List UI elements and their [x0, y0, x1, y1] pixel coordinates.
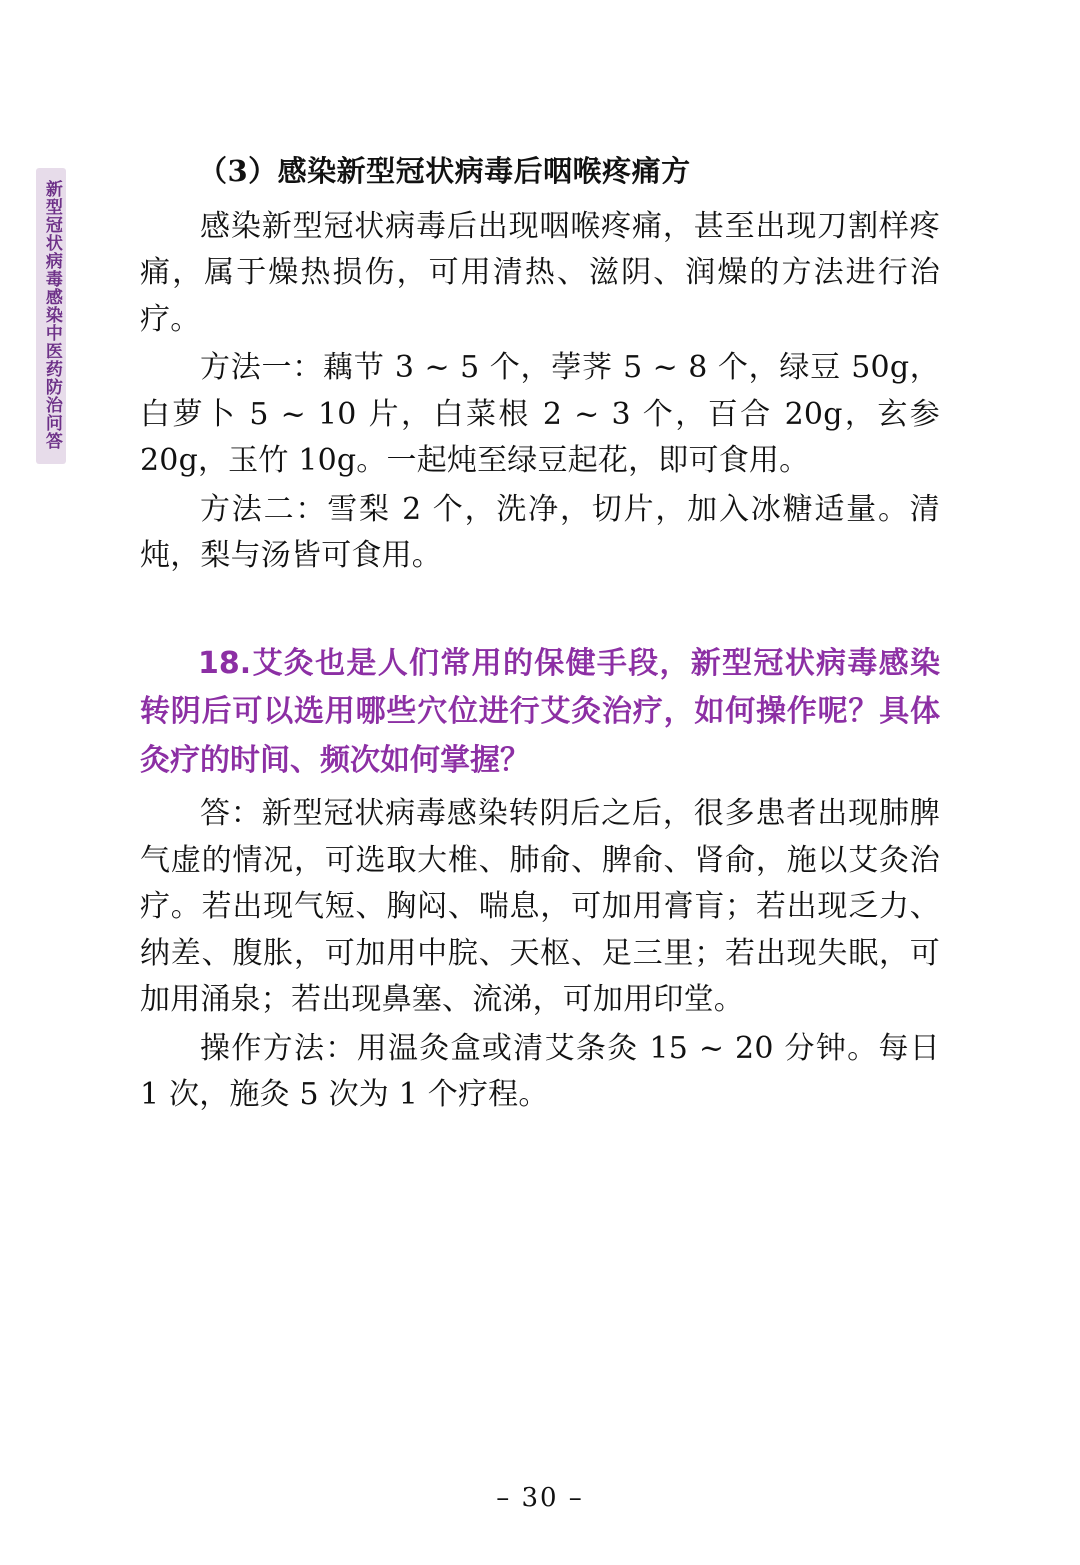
section-heading: （3）感染新型冠状病毒后咽喉疼痛方	[198, 154, 691, 188]
paragraph-method-two: 方法二：雪梨 2 个，洗净，切片，加入冰糖适量。清炖，梨与汤皆可食用。	[140, 491, 940, 573]
paragraph-answer: 答：新型冠状病毒感染转阴后之后，很多患者出现肺脾气虚的情况，可选取大椎、肺俞、脾俞、肾俞，施以艾灸治疗。若出现气短、胸闷、喘息，可加用膏肓；若出现乏力、纳差、腹胀，可加用中脘、天枢、足三里；若出现失眠，可加用涌泉；若出现鼻塞、流涕，可加用印堂。	[140, 796, 940, 1018]
side-tab	[36, 168, 66, 464]
paragraph-intro: 感染新型冠状病毒后出现咽喉疼痛，甚至出现刀割样疼痛，属于燥热损伤，可用清热、滋阴、润燥的方法进行治疗。	[140, 208, 940, 337]
page-content	[140, 150, 940, 1121]
side-tab-label: 新型冠状病毒感染中医药防治问答	[41, 180, 62, 450]
question-heading: 18.艾灸也是人们常用的保健手段，新型冠状病毒感染转阴后可以选用哪些穴位进行艾灸治疗，如何操作呢？具体灸疗的时间、频次如何掌握？	[140, 645, 940, 778]
paragraph-method-one: 方法一：藕节 3 ~ 5 个，荸荠 5 ~ 8 个，绿豆 50g，白萝卜 5 ~ 10 片，白菜根 2 ~ 3 个，百合 20g，玄参 20g，玉竹 10g。一起炖至绿豆起花，即可食用。	[140, 350, 940, 478]
paragraph-operation: 操作方法：用温灸盒或清艾条灸 15 ~ 20 分钟。每日 1 次，施灸 5 次为 1 个疗程。	[140, 1030, 940, 1113]
page-number: – 30 –	[496, 1483, 584, 1513]
section-spacer	[140, 582, 940, 640]
